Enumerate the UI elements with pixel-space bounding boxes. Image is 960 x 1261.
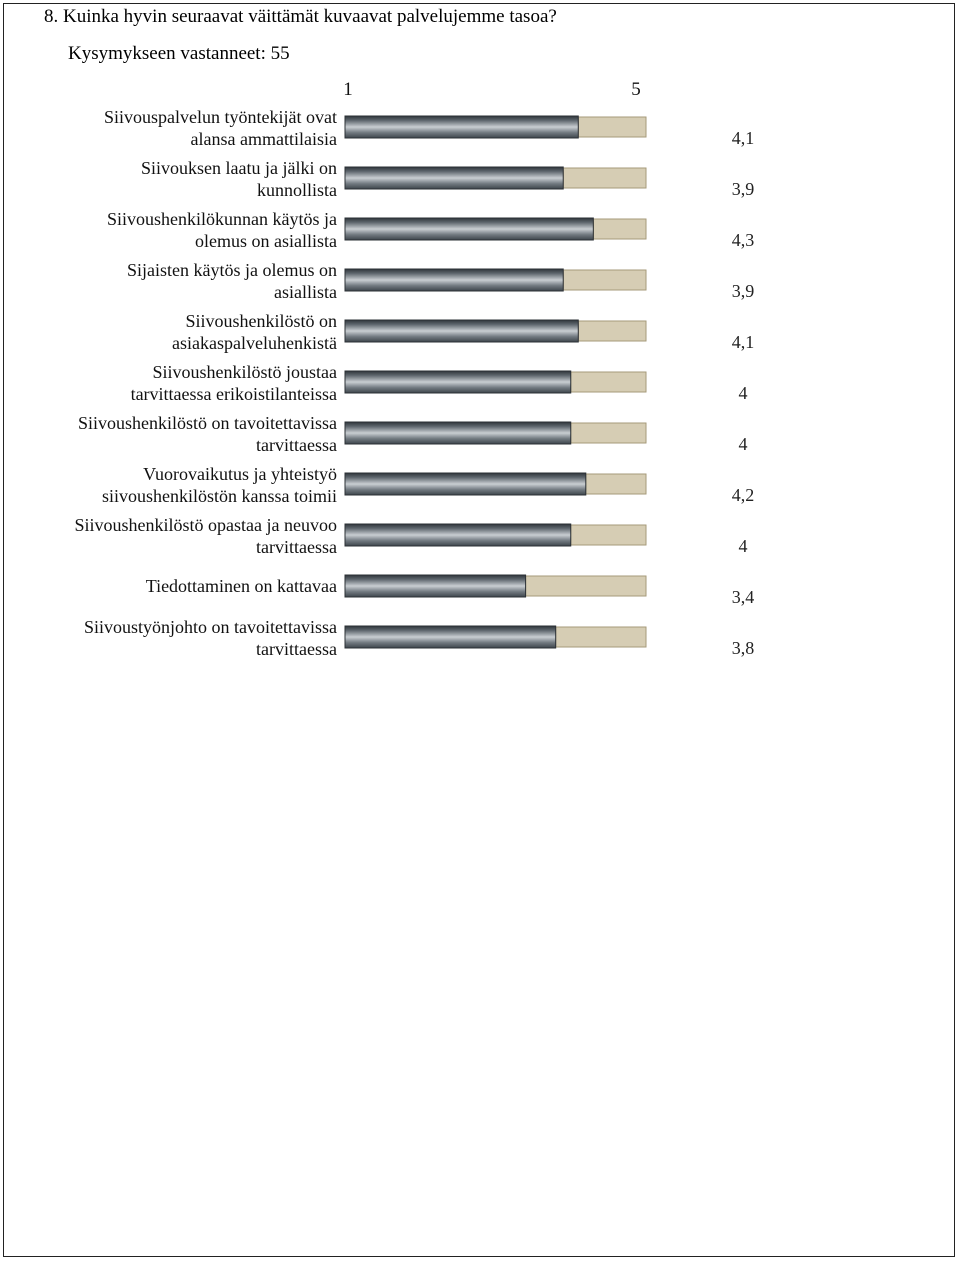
remainder-bar	[526, 576, 646, 596]
remainder-bar	[556, 627, 646, 647]
value-bar	[345, 320, 578, 342]
category-label: asiallista	[274, 282, 337, 302]
axis-tick-label: 5	[631, 79, 641, 100]
chart-row	[131, 362, 748, 404]
value-label: 3,8	[731, 638, 755, 658]
remainder-bar	[563, 168, 646, 188]
value-bar	[345, 626, 556, 648]
category-label: asiakaspalveluhenkistä	[172, 333, 337, 353]
category-label: Siivoushenkilöstö joustaa	[152, 362, 337, 382]
value-label: 4	[738, 536, 748, 556]
category-label: Siivoushenkilöstö on	[185, 311, 337, 331]
category-label: tarvittaessa	[256, 537, 337, 557]
respondent-count: Kysymykseen vastanneet: 55	[68, 43, 290, 64]
chart-row	[75, 515, 748, 557]
value-bar	[345, 524, 571, 546]
category-label: Vuorovaikutus ja yhteistyö	[143, 464, 337, 484]
category-label: Siivoushenkilöstö opastaa ja neuvoo	[74, 515, 337, 535]
remainder-bar	[563, 270, 646, 290]
chart-row	[104, 107, 754, 149]
value-bar	[345, 575, 526, 597]
question-title: 8. Kuinka hyvin seuraavat väittämät kuvaavat palvelujemme tasoa?	[44, 6, 557, 27]
remainder-bar	[571, 372, 646, 392]
axis-tick-label: 1	[343, 79, 353, 100]
value-label: 3,9	[731, 179, 755, 199]
value-bar	[345, 422, 571, 444]
remainder-bar	[578, 117, 646, 137]
remainder-bar	[586, 474, 646, 494]
category-label: tarvittaessa	[256, 435, 337, 455]
value-bar	[345, 473, 586, 495]
category-label: tarvittaessa erikoistilanteissa	[130, 384, 337, 404]
chart-row	[102, 464, 754, 506]
category-label: Siivoushenkilökunnan käytös ja	[107, 209, 337, 229]
value-label: 4,3	[731, 230, 755, 250]
chart-row	[127, 260, 754, 302]
remainder-bar	[593, 219, 646, 239]
remainder-bar	[578, 321, 646, 341]
value-bar	[345, 371, 571, 393]
remainder-bar	[571, 525, 646, 545]
remainder-bar	[571, 423, 646, 443]
chart-row	[172, 311, 754, 353]
value-label: 4,1	[731, 332, 755, 352]
value-label: 4,1	[731, 128, 755, 148]
value-label: 3,9	[731, 281, 755, 301]
value-label: 3,4	[731, 587, 755, 607]
category-label: Siivoushenkilöstö on tavoitettavissa	[78, 413, 337, 433]
category-label: alansa ammattilaisia	[190, 129, 337, 149]
value-label: 4	[738, 383, 748, 403]
chart-row	[107, 209, 754, 251]
category-label: siivoushenkilöstön kanssa toimii	[101, 486, 337, 506]
value-bar	[345, 269, 563, 291]
category-label: kunnollista	[257, 180, 337, 200]
chart-row	[146, 575, 755, 607]
category-label: Siivouspalvelun työntekijät ovat	[104, 107, 337, 127]
category-label: Siivoustyönjohto on tavoitettavissa	[84, 617, 337, 637]
category-label: olemus on asiallista	[195, 231, 337, 251]
chart-row	[141, 158, 754, 200]
category-label: Siivouksen laatu ja jälki on	[141, 158, 337, 178]
value-label: 4	[738, 434, 748, 454]
chart-row	[84, 617, 754, 659]
value-label: 4,2	[731, 485, 755, 505]
category-label: tarvittaessa	[256, 639, 337, 659]
value-bar	[345, 218, 593, 240]
value-bar	[345, 116, 578, 138]
value-bar	[345, 167, 563, 189]
chart-row	[78, 413, 748, 455]
category-label: Sijaisten käytös ja olemus on	[127, 260, 337, 280]
category-label: Tiedottaminen on kattavaa	[145, 576, 337, 596]
